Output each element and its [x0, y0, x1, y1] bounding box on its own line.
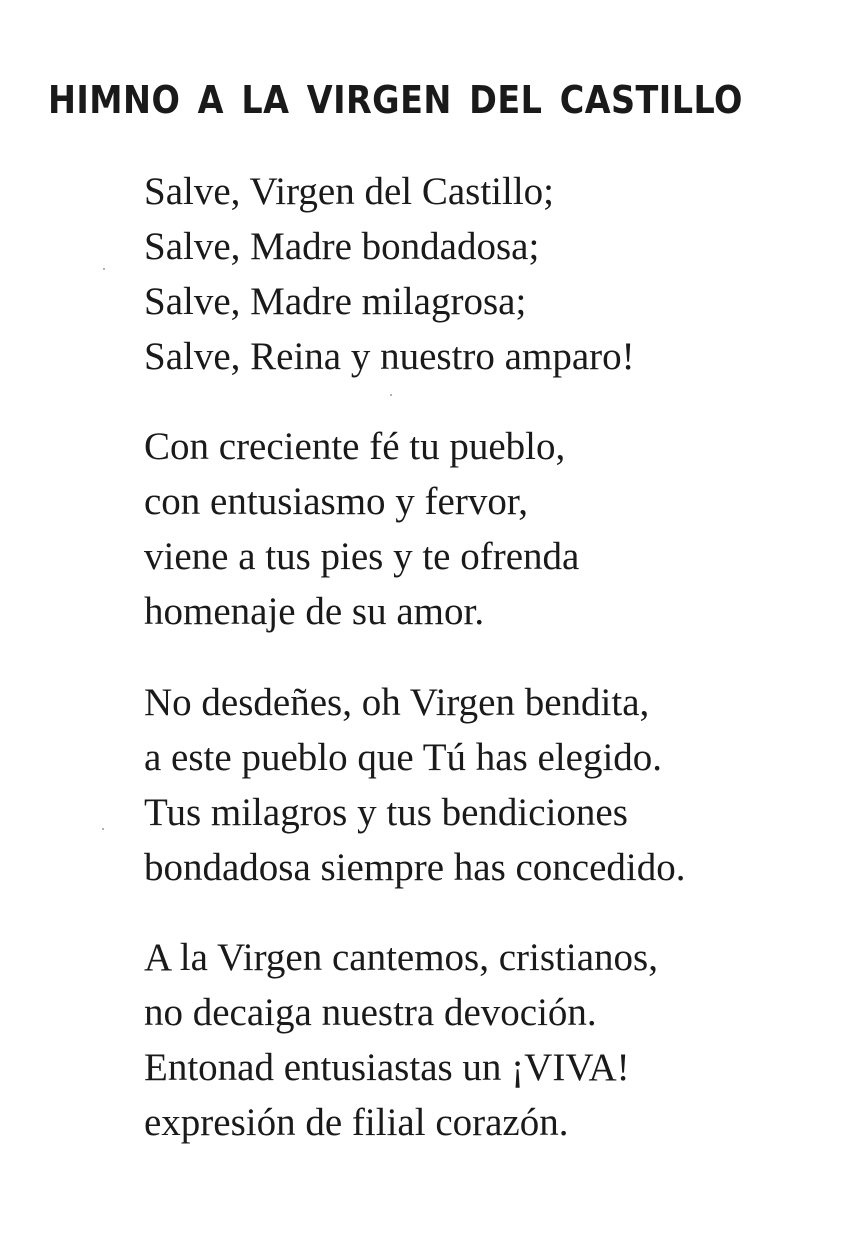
hymn-title: HIMNO A LA VIRGEN DEL CASTILLO — [48, 78, 743, 122]
verse-line: homenaje de su amor. — [144, 590, 485, 633]
verse-line: con entusiasmo y fervor, — [144, 480, 529, 523]
verse-line: Entonad entusiastas un ¡VIVA! — [144, 1046, 630, 1089]
verse-line: expresión de filial corazón. — [144, 1101, 569, 1144]
paper-speck — [103, 268, 105, 270]
stanza-3 — [144, 675, 824, 895]
verse-line: No desdeñes, oh Virgen bendita, — [144, 681, 650, 724]
stanza-1 — [144, 164, 824, 384]
verse-line: viene a tus pies y te ofrenda — [144, 535, 580, 578]
stanza-4 — [144, 930, 824, 1150]
verse-line: Salve, Reina y nuestro amparo! — [144, 335, 635, 378]
verse-line: Salve, Virgen del Castillo; — [144, 170, 555, 213]
verse-line: Tus milagros y tus bendiciones — [144, 791, 628, 834]
verse-line: Salve, Madre milagrosa; — [144, 280, 527, 323]
verse-line: no decaiga nuestra devoción. — [144, 991, 597, 1034]
verse-line: Salve, Madre bondadosa; — [144, 225, 540, 268]
verse-line: Con creciente fé tu pueblo, — [144, 425, 566, 468]
stanza-2 — [144, 419, 824, 639]
paper-speck — [102, 828, 104, 830]
paper-speck — [390, 394, 392, 396]
verse-line: bondadosa siempre has concedido. — [144, 846, 686, 889]
verse-line: A la Virgen cantemos, cristianos, — [144, 936, 658, 979]
verse-line: a este pueblo que Tú has elegido. — [144, 736, 663, 779]
